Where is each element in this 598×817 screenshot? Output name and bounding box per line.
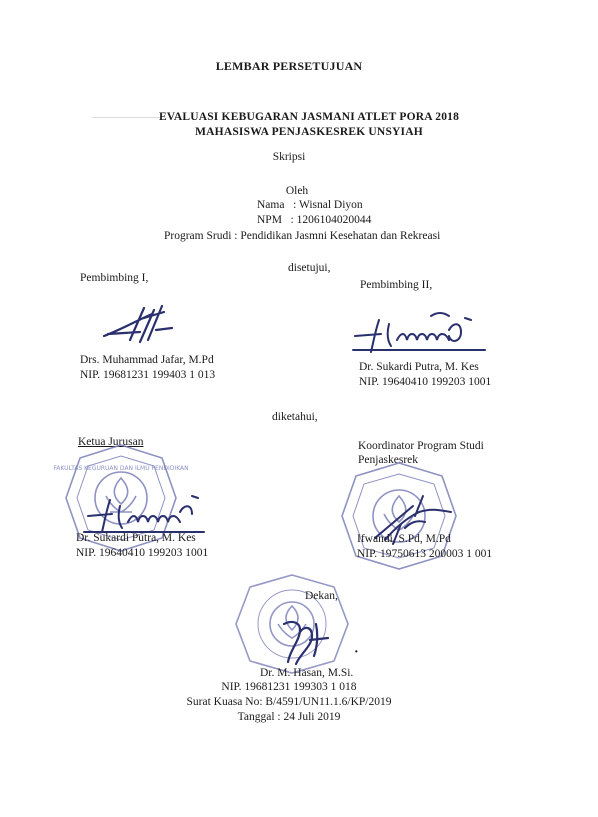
advisor2-nip: NIP. 19640410 199203 1001 [359,376,492,388]
signature-icon [270,610,340,668]
student-name: Nama : Wisnal Diyon [257,199,363,211]
coordinator-label-line1: Koordinator Program Studi [358,440,484,452]
signature-icon [345,310,495,360]
coordinator-name: Ifwandi, S.Pd, M.Pd [357,533,451,545]
coordinator-label-line2: Penjaskesrek [358,454,419,466]
thesis-title-line1: EVALUASI KEBUGARAN JASMANI ATLET PORA 2018 [158,111,460,123]
by-label: Oleh [285,185,309,197]
stray-mark: · [354,645,359,660]
head-nip: NIP. 19640410 199203 1001 [76,547,209,559]
advisor1-label: Pembimbing I, [80,272,149,284]
advisor1-nip: NIP. 19681231 199403 1 013 [80,369,216,381]
acknowledged-label: diketahui, [272,411,318,423]
advisor1-name: Drs. Muhammad Jafar, M.Pd [80,354,214,366]
dean-label: Dekan, [305,590,338,602]
head-name: Dr. Sukardi Putra, M. Kes [76,532,196,544]
approved-label: disetujui, [288,262,331,274]
document-type: Skripsi [272,151,306,163]
page-title: LEMBAR PERSETUJUAN [215,59,363,73]
advisor2-name: Dr. Sukardi Putra, M. Kes [359,361,479,373]
dean-nip: NIP. 19681231 199303 1 018 [221,681,357,693]
head-label: Ketua Jurusan [78,436,144,448]
power-of-attorney: Surat Kuasa No: B/4591/UN11.1.6/KP/2019 [186,696,392,708]
study-program: Program Srudi : Pendidikan Jasmni Kesehatan dan Rekreasi [164,230,441,242]
svg-text:FAKULTAS KEGURUAN DAN ILMU PEN: FAKULTAS KEGURUAN DAN ILMU PENDIDIKAN [53,465,189,472]
date-line: Tanggal : 24 Juli 2019 [237,711,341,723]
student-npm: NPM : 1206104020044 [257,214,372,226]
thesis-title-line2: MAHASISWA PENJASKESREK UNSYIAH [195,126,423,138]
advisor2-label: Pembimbing II, [360,279,433,291]
coordinator-nip: NIP. 19750613 200003 1 001 [357,548,493,560]
dean-name: Dr. M. Hasan, M.Si. [260,667,354,679]
signature-icon [100,300,180,350]
